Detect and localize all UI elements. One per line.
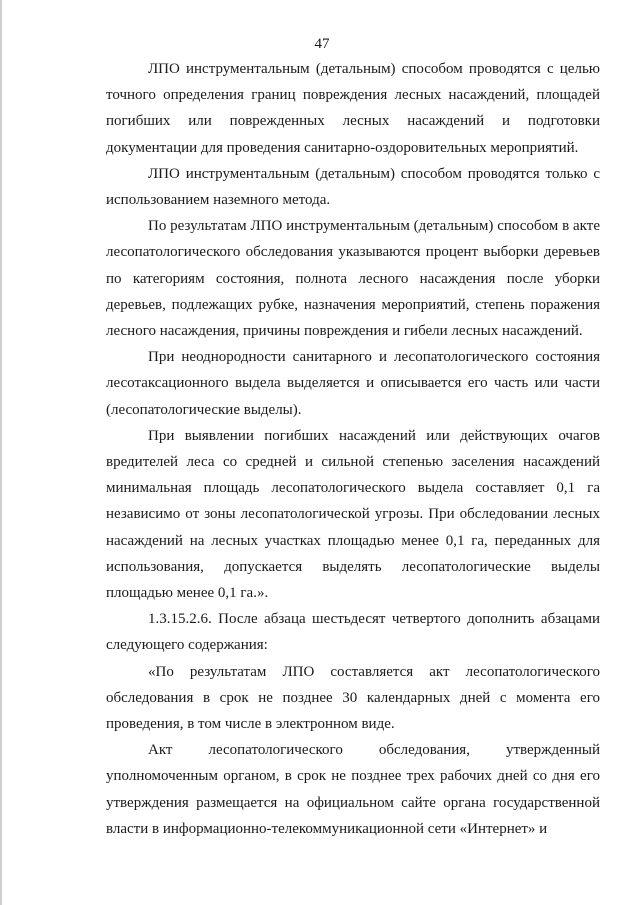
page-number: 47 bbox=[314, 36, 330, 52]
paragraph-1: ЛПО инструментальным (детальным) способом проводятся с целью точного определения границ повреждения лесных насаждений, площадей погибших или поврежденных лесных насаждений и подготовки документации для проведения санитарно-оздоровительных мероприятий. bbox=[106, 61, 600, 156]
paragraph-8: Акт лесопатологического обследования, утвержденный уполномоченным органом, в срок не позднее трех рабочих дней со дня его утверждения размещается на официальном сайте органа государственной власти в информационно-телекоммуникационной сети «Интернет» и bbox=[106, 742, 600, 837]
paragraph-5: При выявлении погибших насаждений или действующих очагов вредителей леса со средней и сильной степенью заселения насаждений минимальная площадь лесопатологического выдела составляет 0,1 га независимо от зоны лесопатологической угрозы. При обследовании лесных насаждений на лесных участках площадью менее 0,1 га, переданных для использования, допускается выделять лесопатологические выделы площадью менее 0,1 га.». bbox=[106, 427, 600, 602]
paragraph-2: ЛПО инструментальным (детальным) способом проводятся только с использованием наземного метода. bbox=[106, 165, 600, 209]
paragraph-4: При неоднородности санитарного и лесопатологического состояния лесотаксационного выдела выделяется и описывается его часть или части (лесопатологические выделы). bbox=[106, 349, 600, 418]
paragraph-7: «По результатам ЛПО составляется акт лесопатологического обследования в срок не позднее 30 календарных дней с момента его проведения, в том числе в электронном виде. bbox=[106, 663, 600, 733]
paragraph-6: 1.3.15.2.6. После абзаца шестьдесят четвертого дополнить абзацами следующего содержания: bbox=[106, 611, 600, 654]
document-body bbox=[106, 56, 600, 842]
paragraph-3: По результатам ЛПО инструментальным (детальным) способом в акте лесопатологического обследования указываются процент выборки деревьев по категориям состояния, полнота лесного насаждения после уборки деревьев, подлежащих рубке, назначения мероприятий, степень поражения лесного насаждения, причины повреждения и гибели лесных насаждений. bbox=[106, 218, 600, 340]
